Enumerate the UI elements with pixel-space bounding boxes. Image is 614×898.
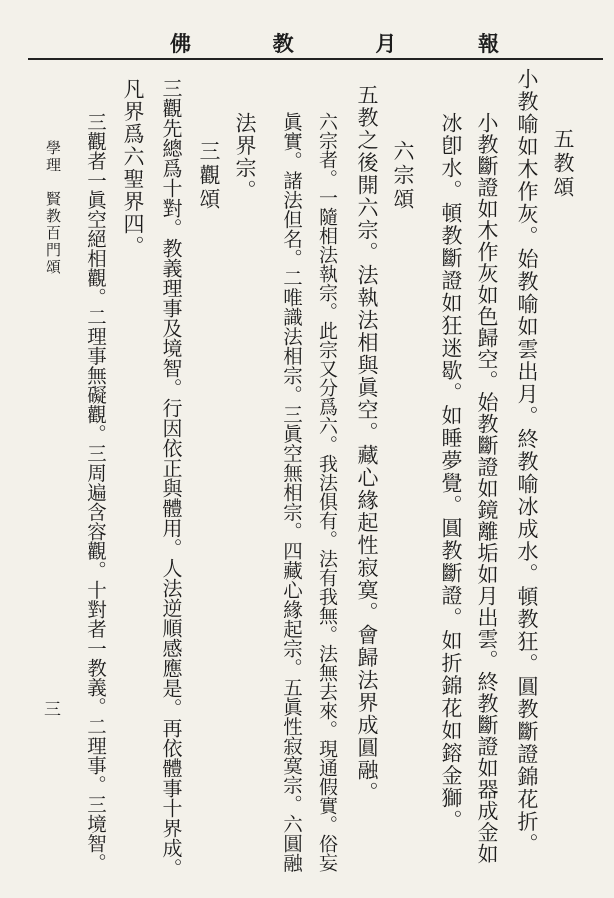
heading-three-contemplations: 三觀頌: [197, 140, 221, 212]
commentary-column: 眞實。諸法但名。二唯識法相宗。三眞空無相宗。四藏心緣起宗。五眞性寂寞宗。六圓融: [280, 112, 303, 873]
commentary-column: 小教斷證如木作灰如色歸空。始教斷證如鏡離垢如月出雲。終教斷證如器成金如: [475, 112, 499, 865]
header-divider: [28, 58, 603, 60]
commentary-column: 三觀者一眞空絕相觀。二理事無礙觀。三周遍含容觀。十對者一教義。二理事。三境智。: [84, 112, 107, 873]
page-number: 三: [40, 700, 60, 717]
verse-column: 小教喻如木作灰。始教喻如雲出月。終教喻冰成水。頓教狂。圓教斷證錦花折。: [515, 68, 539, 856]
title-char: 月: [375, 31, 398, 56]
title-char: 佛: [170, 31, 192, 56]
journal-title: [170, 30, 500, 56]
heading-five-teachings: 五教頌: [551, 128, 575, 200]
commentary-column: 冰卽水。頓教斷證如狂迷歇。如睡夢覺。圓教斷證。如折錦花如鎔金獅。: [439, 112, 463, 832]
section-label: 學理 賢教百門頌: [44, 140, 62, 276]
commentary-column: 法界宗。: [233, 112, 257, 202]
title-char: 教: [272, 31, 295, 56]
verse-column: 五教之後開六宗。法執法相與眞空。藏心緣起性寂寞。會歸法界成圓融。: [355, 84, 379, 804]
commentary-column: 六宗者。一隨相法執宗。此宗又分爲六。我法俱有。法有我無。法無去來。現通假實。俗妄: [316, 112, 338, 872]
heading-six-schools: 六宗頌: [391, 140, 415, 212]
verse-column: 凡界爲六聖界四。: [121, 78, 145, 258]
title-char: 報: [477, 31, 500, 56]
verse-column: 三觀先總爲十對。教義理事及境智。行因依正與體用。人法逆順感應是。再依體事十界成。: [159, 78, 183, 878]
